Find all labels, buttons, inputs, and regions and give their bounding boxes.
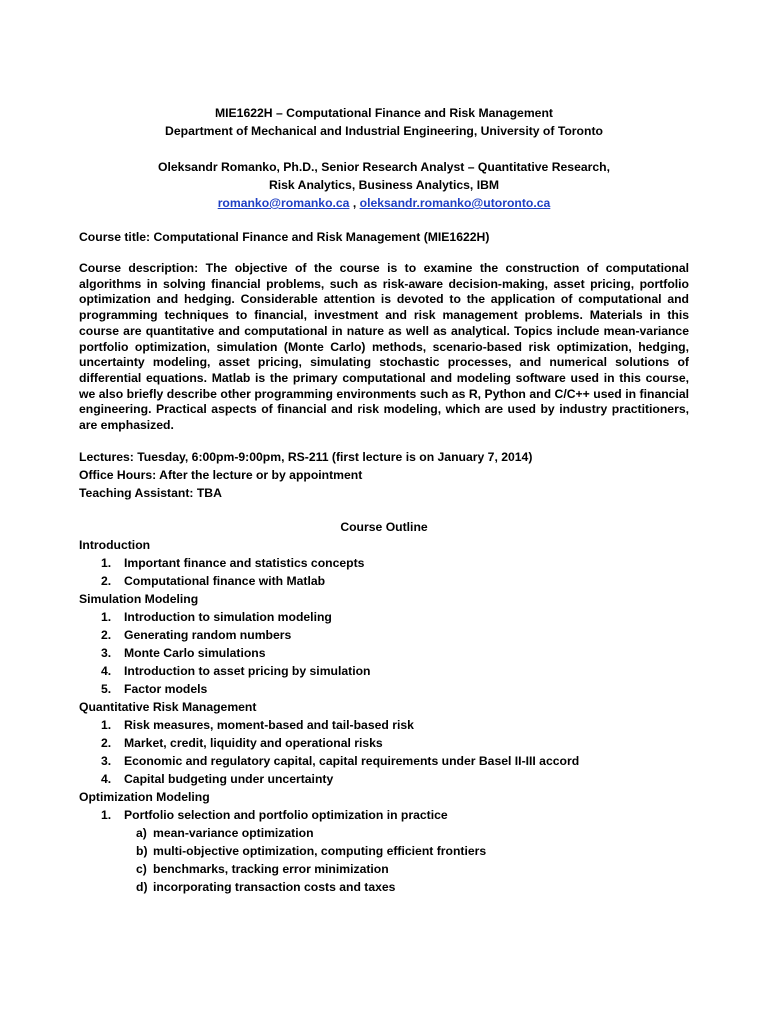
email-link-1[interactable]: romanko@romanko.ca — [217, 196, 350, 210]
course-description-text: The objective of the course is to examine the construction of computational algorithms in solving financial problems, such as risk-aware decision-making, asset pricing, portfolio optimization and hedging. Considerable attention is devoted to the application of computational and programming techniques to financial, investment and risk management problems. Materials in this course are quantitative and computational in nature as well as analytical. Topics include mean-variance portfolio optimization, simulation (Monte Carlo) methods, scenario-based risk optimization, hedging, uncertainty modeling, asset pricing, simulating stochastic processes, and numerical solutions of differential equations. Matlab is the primary computational and modeling software used in this course, we also briefly describe other programming environments such as R, Python and C/C++ used in financial engineering. Practical aspects of financial and risk modeling, which are used by industry practitioners, are emphasized. — [79, 261, 690, 433]
lectures-label: Lectures: — [79, 449, 134, 464]
sub-list-item — [79, 842, 689, 860]
course-description — [79, 261, 689, 434]
item-number: 3. — [101, 645, 112, 660]
ta-label: Teaching Assistant: — [79, 485, 194, 500]
list-item — [79, 770, 689, 788]
item-number: 2. — [101, 735, 112, 750]
item-number: 2. — [101, 627, 112, 642]
sub-list-item — [79, 824, 689, 842]
list-item — [79, 752, 689, 770]
item-number: 1. — [101, 807, 112, 822]
instructor-name: Oleksandr Romanko — [157, 160, 277, 174]
outline-section-introduction — [79, 536, 689, 590]
item-text: Capital budgeting under uncertainty — [124, 771, 334, 786]
item-text: Monte Carlo simulations — [124, 645, 266, 660]
list-item — [79, 554, 689, 572]
item-number: 4. — [101, 663, 112, 678]
list-item — [79, 680, 689, 698]
item-text: Portfolio selection and portfolio optimization in practice — [124, 807, 448, 822]
course-outline-title: Course Outline — [340, 519, 428, 534]
item-text: Factor models — [124, 681, 208, 696]
item-number: 2. — [101, 573, 112, 588]
item-text: Generating random numbers — [124, 627, 292, 642]
document-header — [79, 104, 689, 212]
lectures-line — [79, 448, 689, 466]
sub-item-letter: b) — [136, 843, 148, 858]
item-number: 5. — [101, 681, 112, 696]
outline-section-quantitative-risk-management — [79, 698, 689, 788]
sub-item-letter: d) — [136, 879, 148, 894]
item-text: Introduction to simulation modeling — [124, 609, 332, 624]
ta-line — [79, 484, 689, 502]
course-title-label: Course title: — [79, 230, 151, 244]
item-number: 1. — [101, 555, 112, 570]
email-separator: , — [349, 196, 360, 210]
department-heading: Department of Mechanical and Industrial Engineering, University of Toronto — [165, 124, 603, 138]
office-hours-value: After the lecture or by appointment — [156, 467, 363, 482]
course-heading: MIE1622H – Computational Finance and Risk Management — [215, 106, 553, 120]
sub-list-item — [79, 878, 689, 896]
office-hours-line — [79, 466, 689, 484]
item-text: Computational finance with Matlab — [124, 573, 326, 588]
section-title: Optimization Modeling — [79, 789, 210, 804]
instructor-title: , Ph.D., Senior Research Analyst – Quantitative Research, — [276, 160, 610, 174]
item-number: 3. — [101, 753, 112, 768]
item-number: 4. — [101, 771, 112, 786]
item-text: Important finance and statistics concepts — [124, 555, 365, 570]
item-text: Market, credit, liquidity and operational risks — [124, 735, 383, 750]
email-link-2[interactable]: oleksandr.romanko@utoronto.ca — [359, 196, 551, 210]
item-number: 1. — [101, 609, 112, 624]
outline-section-optimization-modeling — [79, 788, 689, 896]
item-text: Introduction to asset pricing by simulation — [124, 663, 371, 678]
item-number: 1. — [101, 717, 112, 732]
list-item — [79, 644, 689, 662]
email-line — [79, 194, 689, 212]
ta-value: TBA — [193, 485, 222, 500]
section-title: Introduction — [79, 537, 151, 552]
sub-item-letter: a) — [136, 825, 147, 840]
list-item — [79, 716, 689, 734]
list-item — [79, 626, 689, 644]
sub-item-text: mean-variance optimization — [153, 825, 314, 840]
list-item — [79, 662, 689, 680]
outline-section-simulation-modeling — [79, 590, 689, 698]
sub-list-item — [79, 860, 689, 878]
course-title-line — [79, 228, 689, 246]
sub-item-text: multi-objective optimization, computing efficient frontiers — [153, 843, 487, 858]
list-item — [79, 572, 689, 590]
course-title-value: Computational Finance and Risk Management (MIE1622H) — [150, 230, 490, 244]
instructor-line — [79, 158, 689, 176]
sub-item-text: benchmarks, tracking error minimization — [153, 861, 389, 876]
office-hours-label: Office Hours: — [79, 467, 157, 482]
item-text: Risk measures, moment-based and tail-based risk — [124, 717, 414, 732]
instructor-org: Risk Analytics, Business Analytics, IBM — [268, 178, 500, 192]
section-title: Quantitative Risk Management — [79, 699, 257, 714]
sub-item-letter: c) — [136, 861, 147, 876]
list-item — [79, 734, 689, 752]
lectures-value: Tuesday, 6:00pm-9:00pm, RS-211 (first lecture is on January 7, 2014) — [133, 449, 533, 464]
course-description-label: Course description: — [79, 261, 199, 275]
sub-item-text: incorporating transaction costs and taxes — [153, 879, 396, 894]
item-text: Economic and regulatory capital, capital requirements under Basel II-III accord — [124, 753, 580, 768]
list-item — [79, 806, 689, 824]
list-item — [79, 608, 689, 626]
section-title: Simulation Modeling — [79, 591, 199, 606]
